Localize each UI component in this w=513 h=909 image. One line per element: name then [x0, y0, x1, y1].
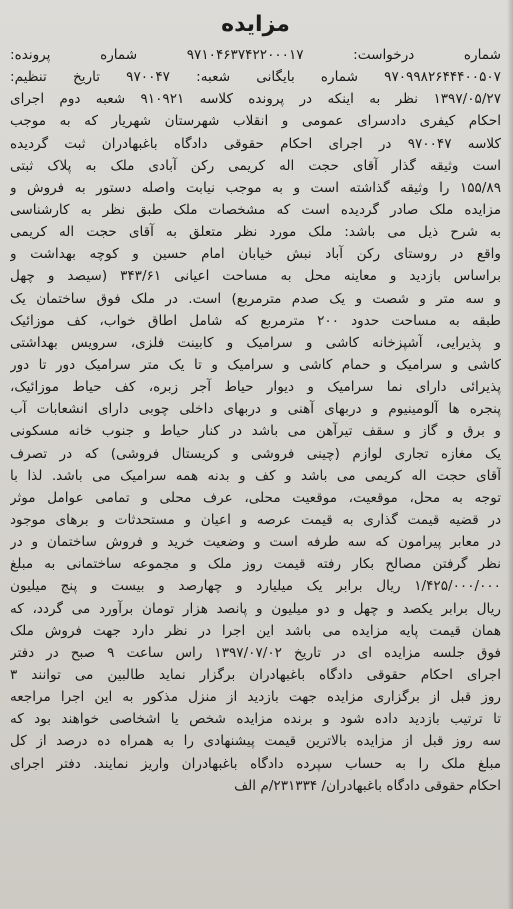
notice-line: احکام کیفری دادسرای عمومی و انقلاب شهرستان شهریار که به موجب [10, 113, 501, 130]
notice-line: واقع در روستای رکن آباد نبش خیابان امام حسین و کوچه بهداشت و [10, 246, 501, 263]
notice-body [10, 44, 501, 797]
notice-line: روز قبل از برگزاری مزایده جهت بازدید از منزل مذکور به این اجرا مراجعه [10, 689, 501, 706]
notice-line: ۱۳۹۷/۰۵/۲۷ نظر به اینکه در پرونده کلاسه ۹۱۰۹۲۱ شعبه دوم اجرای [10, 91, 501, 108]
notice-line: کلاسه ۹۷۰۰۴۷ در اجرای احکام حقوقی دادگاه باغبهادران ثبت گردیده [10, 135, 501, 152]
notice-line: ریال برابر یکصد و چهل و دو میلیون و پانصد هزار تومان برآورد می گردد، که [10, 600, 501, 617]
notice-line: فوق جلسه مزایده ای در تاریخ ۱۳۹۷/۰۷/۰۲ راس ساعت ۹ صبح در دفتر [10, 644, 501, 661]
notice-title: مزایده [221, 12, 290, 37]
notice-line: مزایده ملک صادر گردیده است که مشخصات ملک طبق نظر به کارشناسی [10, 201, 501, 218]
notice-line: ۱/۴۲۵/۰۰۰/۰۰۰ ریال برابر یک میلیارد و چهارصد و بیست و پنج میلیون [10, 578, 501, 595]
notice-line: طبقه به مساحت حدود ۲۰۰ مترمربع که شامل اطاق خواب، کف موزائیک [10, 312, 501, 329]
notice-line: نظر گرفتن مصالح بکار رفته قیمت روز ملک و مجموعه ساختمانی به مبلغ [10, 556, 501, 573]
notice-line: و برق و گاز و سقف تیرآهن می باشد در کنار حیاط و جنوب خانه مسکونی [10, 423, 501, 440]
notice-line: در قضیه قیمت گذاری به قیمت عرصه و اعیان و مستحدثات و برهای موجود [10, 511, 501, 528]
notice-line: احکام حقوقی دادگاه باغبهادران/ ۲۳۱۳۳۴/م الف [234, 777, 501, 794]
notice-line: و پذیرایی، آشپزخانه کاشی و سرامیک و کابینت فلزی، سرویس بهداشتی [10, 334, 501, 351]
notice-line: شماره درخواست: ۹۷۱۰۴۶۳۷۴۲۲۰۰۰۱۷ شماره پرونده: [10, 47, 501, 63]
notice-line: پذیرائی دارای نما سرامیک و دیوار حیاط آجر زبره، کف حیاط موزائیک، [10, 379, 501, 396]
notice-line: همان قیمت پایه مزایده می باشد این اجرا در نظر دارد جهت فروش ملک [10, 622, 501, 639]
notice-line: به شرح ذیل می باشد: ملک مورد نظر متعلق به آقای حجت اله کریمی [10, 224, 501, 241]
notice-line: در معابر پیرامون که سه طرفه است و وضعیت خرید و فروش ساختمان و در [10, 534, 501, 551]
notice-line: ۹۷۰۹۹۸۲۶۴۴۴۰۰۵۰۷ شماره بایگانی شعبه: ۹۷۰۰۴۷ تاریخ تنظیم: [10, 69, 501, 86]
notice-line: توجه به محل، موقعیت، موقعیت محلی، عرف محلی و تمامی عوامل موثر [10, 489, 501, 506]
notice-line: آقای حجت اله کریمی می باشد و کف و بدنه همه سرامیک می باشد. لذا با [10, 467, 501, 484]
notice-line: اجرای احکام حقوقی دادگاه باغبهادران برگزار نماید طالبین می توانند ۳ [10, 666, 501, 683]
notice-line: براساس بازدید و معاینه محل به مساحت اعیانی ۳۴۳/۶۱ (سیصد و چهل [10, 268, 501, 285]
notice-line: یک مغازه تجاری لوازم (چینی فروشی و کریستال فروشی) که در تصرف [10, 445, 501, 462]
page-edge-shadow [507, 0, 513, 909]
notice-line: و سه متر و شصت و یک صدم مترمربع) است. در ملک فوق ساختمان یک [10, 290, 501, 307]
notice-line: ۱۵۵/۸۹ را وثیقه گذاشته است و به موجب نیابت واصله دستور به فروش و [10, 179, 501, 196]
notice-line: است وثیقه گذار آقای حجت اله کریمی رکن آبادی ملک به پلاک ثبتی [10, 157, 501, 174]
notice-line: مبلغ ملک را به حساب سپرده دادگاه باغبهادران واریز نمایند. دفتر اجرای [10, 755, 501, 772]
notice-line: سه روز قبل از مزایده بالاترین قیمت پیشنهادی را به همراه ده درصد از کل [10, 733, 501, 750]
notice-line: پنجره ها آلومینیوم و دربهای آهنی و دربهای داخلی چوبی دارای انشعابات آب [10, 401, 501, 418]
notice-line: کاشی و سرامیک و حمام کاشی و سرامیک و تا یک متر سرامیک دور تا دور [10, 356, 501, 373]
notice-line: تا ترتیب بازدید داده شود و برنده مزایده شخص یا اشخاصی خواهند بود که [10, 711, 501, 728]
